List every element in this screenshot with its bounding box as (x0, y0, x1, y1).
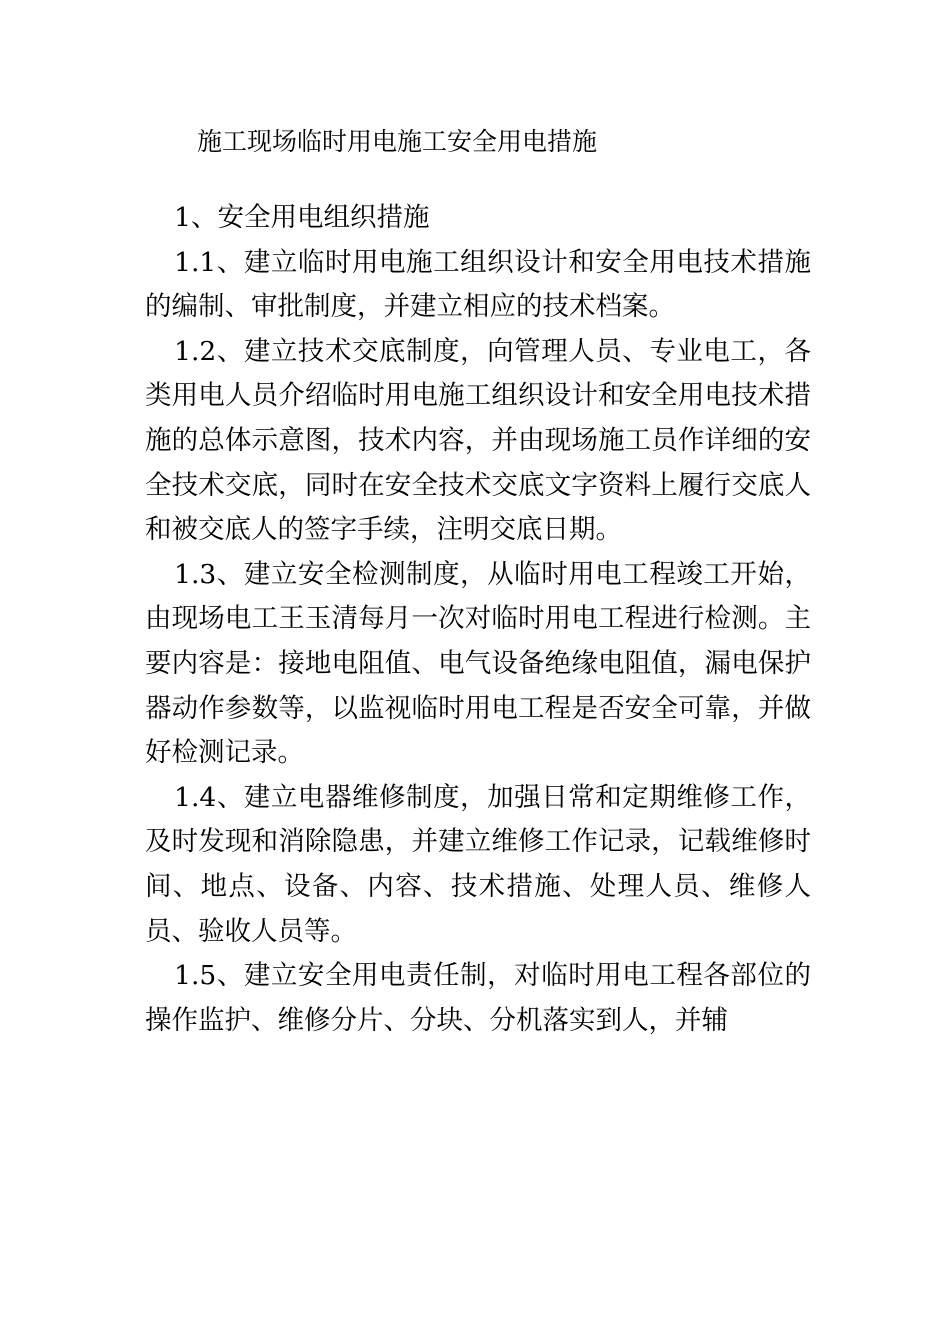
document-body (145, 196, 811, 1043)
document-title: 施工现场临时用电施工安全用电措施 (197, 127, 598, 156)
paragraph-section-1: 1、安全用电组织措施 (174, 202, 430, 233)
paragraph-1-3: 1.3、建立安全检测制度，从临时用电工程竣工开始，由现场电工王玉清每月一次对临时用电工程进行检测。主要内容是：接地电阻值、电气设备绝缘电阻值，漏电保护器动作参数等，以监视临时用电工程是否安全可靠，并做好检测记录。 (145, 558, 811, 769)
paragraph-1-2: 1.2、建立技术交底制度，向管理人员、专业电工，各类用电人员介绍临时用电施工组织设计和安全用电技术措施的总体示意图，技术内容，并由现场施工员作详细的安全技术交底，同时在安全技术交底文字资料上履行交底人和被交底人的签字手续，注明交底日期。 (145, 335, 811, 546)
paragraph-1-4: 1.4、建立电器维修制度，加强日常和定期维修工作，及时发现和消除隐患，并建立维修工作记录，记载维修时间、地点、设备、内容、技术措施、处理人员、维修人员、验收人员等。 (145, 781, 811, 947)
paragraph-1-1: 1.1、建立临时用电施工组织设计和安全用电技术措施的编制、审批制度，并建立相应的技术档案。 (145, 246, 811, 323)
paragraph-1-5: 1.5、建立安全用电责任制，对临时用电工程各部位的操作监护、维修分片、分块、分机落实到人，并辅 (145, 960, 811, 1036)
